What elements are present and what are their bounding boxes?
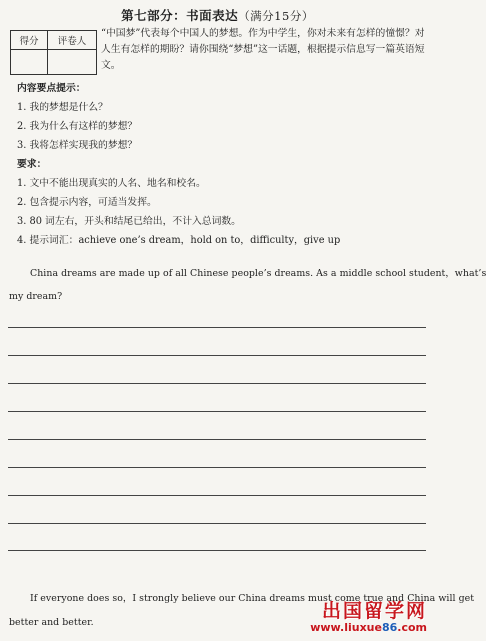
writing-line[interactable] [8, 523, 426, 524]
score-table [10, 30, 97, 75]
watermark-url-suffix: .com [397, 621, 427, 634]
score-note: （满分15分） [238, 9, 314, 23]
grader-cell [48, 50, 97, 75]
writing-line[interactable] [8, 383, 426, 384]
watermark-brand: 出国留学网 [321, 600, 427, 622]
writing-line[interactable] [8, 495, 426, 496]
writing-line[interactable] [8, 411, 426, 412]
requirement-item: 1. 文中不能出现真实的人名、地名和校名。 [17, 178, 206, 189]
essay-closing: If everyone does so，I strongly believe our China dreams must come true and China will get [30, 593, 475, 604]
section-title-text: 第七部分：书面表达 [121, 8, 239, 23]
point-item: 1. 我的梦想是什么？ [17, 102, 108, 113]
point-item: 3. 我将怎样实现我的梦想？ [17, 140, 138, 151]
score-header: 得分 [11, 31, 48, 50]
requirement-item: 4. 提示词汇：achieve one’s dream，hold on to，difficulty，give up [17, 235, 341, 246]
essay-opening: China dreams are made up of all Chinese people’s dreams. As a middle school student，what’s [30, 268, 486, 279]
requirement-item: 2. 包含提示内容，可适当发挥。 [17, 197, 157, 208]
prompt-intro: “中国梦”代表每个中国人的梦想。作为中学生，你对未来有怎样的憧憬？对人生有怎样的期盼？请你围绕“梦想”这一话题，根据提示信息写一篇英语短文。 [101, 28, 425, 71]
section-title [0, 6, 435, 24]
requirement-item: 3. 80 词左右，开头和结尾已给出，不计入总词数。 [17, 216, 241, 227]
writing-line[interactable] [8, 439, 426, 440]
watermark-url-number: 86 [381, 621, 398, 634]
point-item: 2. 我为什么有这样的梦想？ [17, 121, 138, 132]
score-cell [11, 50, 48, 75]
essay-opening-cont: my dream? [9, 291, 63, 302]
watermark-url [285, 622, 427, 633]
watermark-logo [285, 602, 427, 636]
points-header: 内容要点提示： [17, 83, 86, 94]
writing-line[interactable] [8, 355, 426, 356]
writing-line[interactable] [8, 550, 426, 551]
watermark-url-prefix: www.liuxue [310, 621, 382, 634]
essay-closing-cont: better and better. [9, 617, 94, 628]
requirements-header: 要求： [17, 159, 47, 170]
writing-line[interactable] [8, 327, 426, 328]
writing-line[interactable] [8, 467, 426, 468]
grader-header: 评卷人 [48, 31, 97, 50]
